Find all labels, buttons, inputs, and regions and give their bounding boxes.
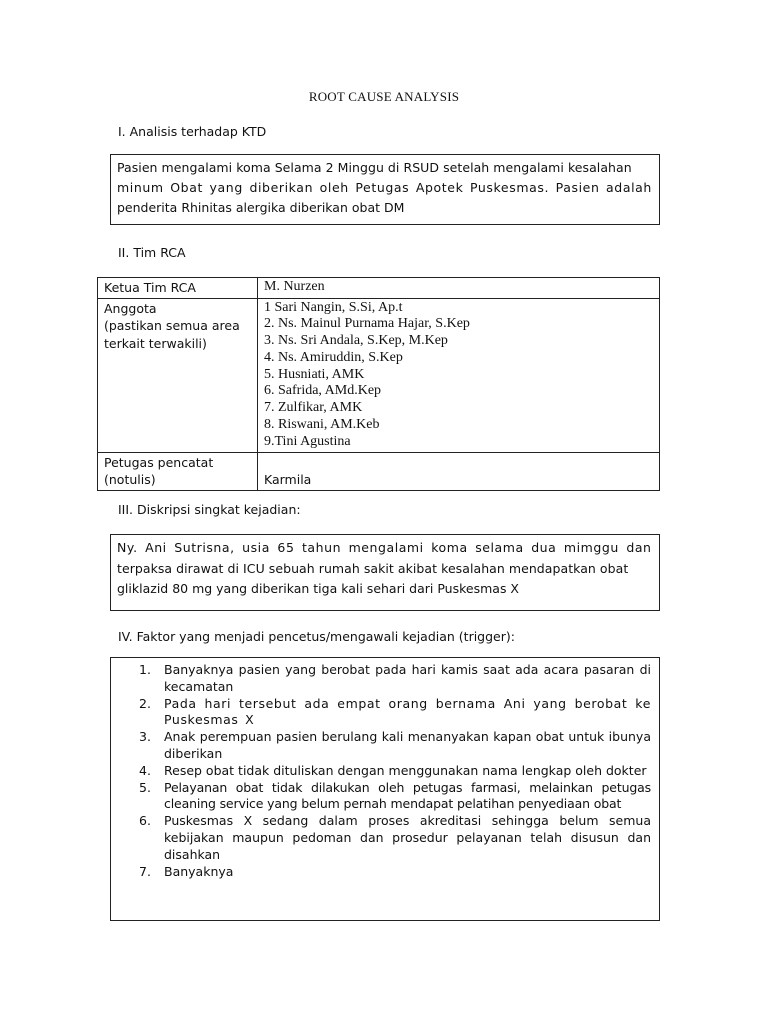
list-item: 4. Ns. Amiruddin, S.Kep <box>264 349 403 365</box>
section-3-heading: III. Diskripsi singkat kejadian: <box>118 502 301 517</box>
item-text: Banyaknya pasien yang berobat pada hari kamis saat ada acara pasaran di kecamatan <box>164 662 651 694</box>
anggota-label: Anggota <box>104 300 157 316</box>
description-line-1: Ny. Ani Sutrisna, usia 65 tahun mengalami koma selama dua mimggu dan <box>117 540 652 555</box>
item-text: Puskesmas X sedang dalam proses akreditasi sehingga belum semua kebijakan maupun pedoman dan prosedur pelayanan telah disusun dan disahkan <box>164 813 651 862</box>
list-item: 3. Ns. Sri Andala, S.Kep, M.Kep <box>264 333 448 349</box>
list-item <box>111 662 651 696</box>
ketua-label-cell <box>98 278 258 299</box>
item-text: Anak perempuan pasien berulang kali menanyakan kapan obat untuk ibunya diberikan <box>164 729 651 761</box>
ktd-line-3: penderita Rhinitas alergika diberikan obat DM <box>117 200 405 215</box>
list-item: 6. Safrida, AMd.Kep <box>264 383 382 399</box>
list-item <box>111 763 651 780</box>
item-number: 3. <box>139 729 151 745</box>
list-item: 7. Zulfikar, AMK <box>264 400 363 416</box>
item-text: Resep obat tidak dituliskan dengan menggunakan nama lengkap oleh dokter <box>164 762 647 778</box>
item-number: 5. <box>139 779 151 795</box>
list-item <box>111 864 651 881</box>
section-2-heading: II. Tim RCA <box>118 245 186 260</box>
list-item: 8. Riswani, AM.Keb <box>264 417 380 433</box>
ktd-line-1: Pasien mengalami koma Selama 2 Minggu di RSUD setelah mengalami kesalahan <box>117 160 632 175</box>
list-item <box>111 696 651 730</box>
pencatat-value-cell <box>258 452 660 490</box>
list-item: 9.Tini Agustina <box>264 433 351 449</box>
pencatat-label-cell <box>98 452 258 490</box>
list-item <box>111 729 651 763</box>
item-text: Pelayanan obat tidak dilakukan oleh petugas farmasi, melainkan petugas cleaning service yang belum pernah mendapat pelatihan penyediaan obat <box>164 779 651 812</box>
description-line-2: terpaksa dirawat di ICU sebuah rumah sakit akibat kesalahan mendapatkan obat <box>117 560 629 576</box>
ketua-value-cell <box>258 278 660 299</box>
ktd-analysis-box <box>110 154 660 225</box>
item-text: Pada hari tersebut ada empat orang bernama Ani yang berobat ke Puskesmas X <box>164 695 651 728</box>
item-number: 4. <box>139 762 151 778</box>
list-item <box>111 813 651 863</box>
anggota-note-2: terkait terwakili) <box>104 335 207 351</box>
ketua-label: Ketua Tim RCA <box>104 280 196 295</box>
anggota-label-cell <box>98 298 258 452</box>
anggota-note-1: (pastikan semua area <box>104 318 240 333</box>
trigger-factors-box <box>110 657 660 921</box>
list-item: 5. Husniati, AMK <box>264 366 365 382</box>
item-text: Banyaknya <box>164 863 234 879</box>
section-1-heading: I. Analisis terhadap KTD <box>118 124 267 139</box>
list-item <box>111 780 651 814</box>
anggota-list-cell <box>258 298 660 452</box>
table-row <box>98 452 660 490</box>
pencatat-label: Petugas pencatat <box>104 454 214 470</box>
description-line-3: gliklazid 80 mg yang diberikan tiga kali sehari dari Puskesmas X <box>117 581 519 596</box>
item-number: 6. <box>139 813 151 829</box>
list-item: 2. Ns. Mainul Purnama Hajar, S.Kep <box>264 316 470 332</box>
table-row <box>98 278 660 299</box>
section-4-heading: IV. Faktor yang menjadi pencetus/mengawali kejadian (trigger): <box>118 629 515 644</box>
item-number: 7. <box>139 863 151 879</box>
item-number: 2. <box>139 695 151 711</box>
pencatat-note: (notulis) <box>104 472 156 488</box>
rca-team-table <box>97 277 660 491</box>
ktd-line-2: minum Obat yang diberikan oleh Petugas Apotek Puskesmas. Pasien adalah <box>117 180 652 195</box>
incident-description-box <box>110 534 660 611</box>
pencatat-value: Karmila <box>264 472 312 488</box>
list-item: 1 Sari Nangin, S.Si, Ap.t <box>264 299 403 315</box>
trigger-list <box>111 662 651 880</box>
item-number: 1. <box>139 662 151 677</box>
table-row <box>98 298 660 452</box>
document-title: ROOT CAUSE ANALYSIS <box>308 89 460 104</box>
ketua-value: M. Nurzen <box>264 279 325 294</box>
